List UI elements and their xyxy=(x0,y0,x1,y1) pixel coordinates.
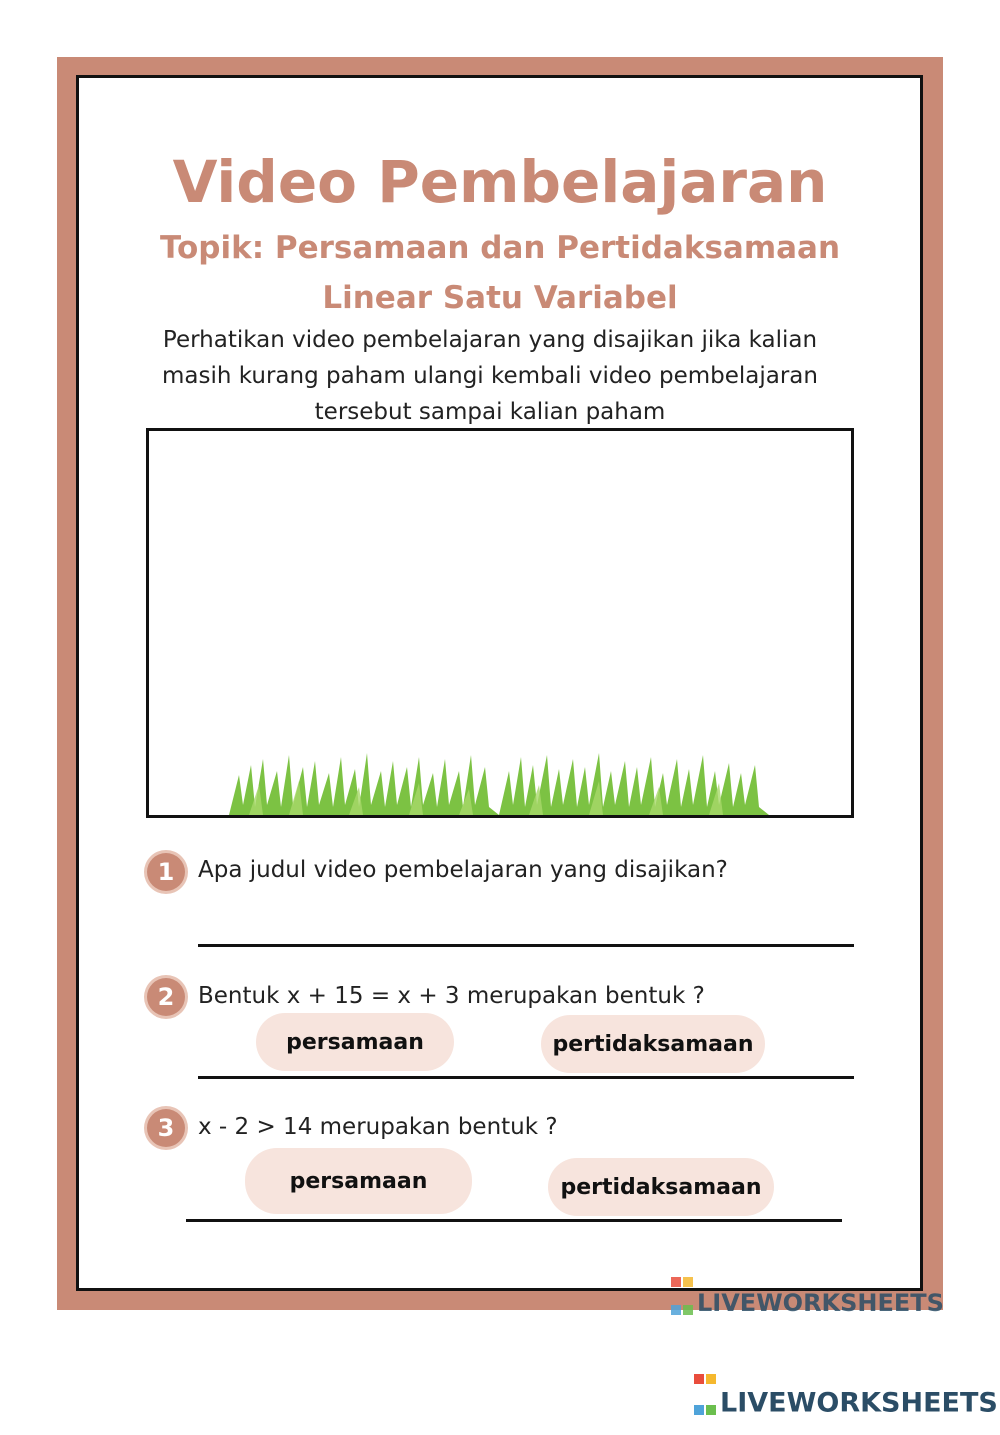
q2-option-pertidaksamaan[interactable]: pertidaksamaan xyxy=(541,1015,765,1073)
liveworksheets-icon xyxy=(693,1373,717,1435)
q3-option-persamaan[interactable]: persamaan xyxy=(245,1148,472,1214)
grass-decoration xyxy=(229,745,769,815)
question-3-badge: 3 xyxy=(147,1109,185,1147)
liveworksheets-logo-inner xyxy=(670,1276,944,1332)
question-3-divider xyxy=(186,1219,842,1222)
question-2-divider xyxy=(198,1076,854,1079)
video-player[interactable] xyxy=(146,428,854,818)
question-1-answer-field[interactable] xyxy=(198,944,854,947)
question-2-badge: 2 xyxy=(147,978,185,1016)
liveworksheets-icon xyxy=(670,1276,694,1332)
q3-option-pertidaksamaan[interactable]: pertidaksamaan xyxy=(548,1158,774,1216)
question-2-text: Bentuk x + 15 = x + 3 merupakan bentuk ? xyxy=(198,983,705,1009)
liveworksheets-logo-footer[interactable] xyxy=(693,1373,998,1435)
liveworksheets-text: LIVEWORKSHEETS xyxy=(697,1289,944,1317)
liveworksheets-text: LIVEWORKSHEETS xyxy=(720,1387,998,1419)
instructions-text: Perhatikan video pembelajaran yang disajikan jika kalian masih kurang paham ulangi kembali video pembelajaran tersebut sampai kalian paham xyxy=(162,327,818,425)
topic-subtitle: Topik: Persamaan dan Pertidaksamaan xyxy=(159,230,841,266)
question-3-text: x - 2 > 14 merupakan bentuk ? xyxy=(198,1114,558,1140)
question-1-text: Apa judul video pembelajaran yang disajikan? xyxy=(198,857,728,883)
topic-subtitle-line2: Linear Satu Variabel xyxy=(322,280,678,316)
q2-option-persamaan[interactable]: persamaan xyxy=(256,1013,454,1071)
question-1-badge: 1 xyxy=(147,853,185,891)
page-title: Video Pembelajaran xyxy=(172,148,828,216)
